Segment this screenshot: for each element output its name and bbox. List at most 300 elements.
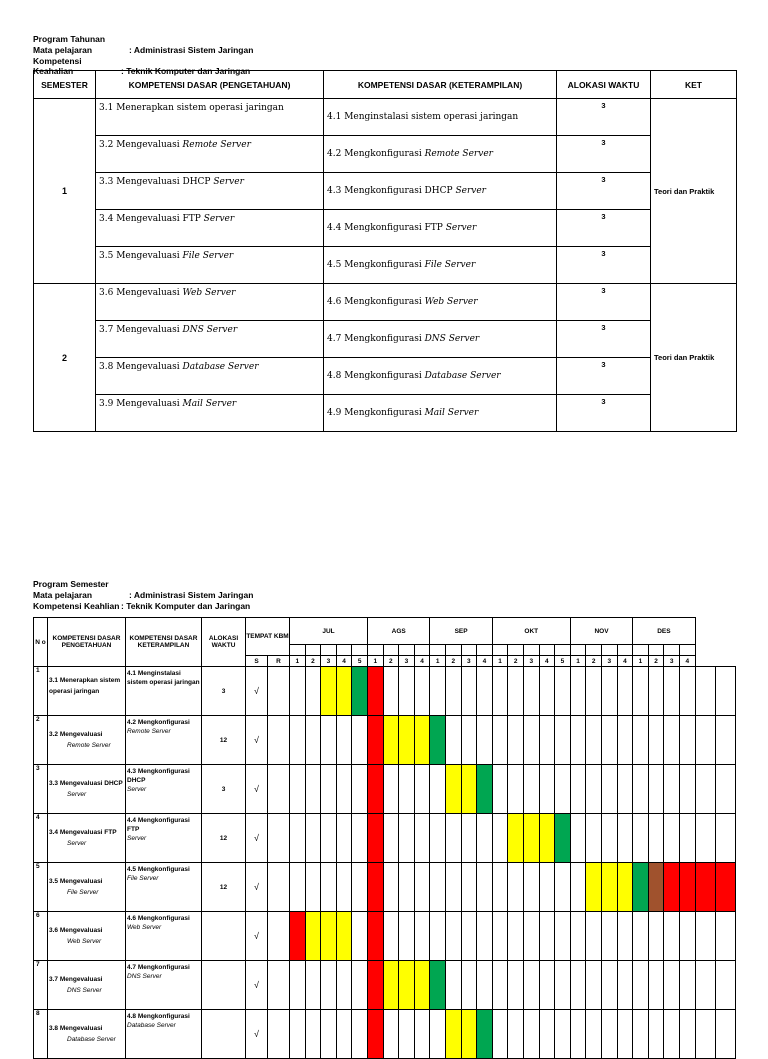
week-cell bbox=[305, 716, 321, 765]
week-cell bbox=[523, 667, 539, 716]
week-spacer bbox=[477, 645, 493, 656]
kd-italic: DNS Server bbox=[67, 987, 102, 994]
week-number: 1 bbox=[367, 656, 383, 667]
week-cell bbox=[586, 961, 602, 1010]
week-cell bbox=[321, 765, 337, 814]
week-cell bbox=[664, 765, 680, 814]
week-cell bbox=[715, 961, 735, 1010]
week-cell bbox=[715, 814, 735, 863]
alokasi-value: 12 bbox=[202, 716, 246, 765]
week-cell bbox=[414, 863, 430, 912]
month-header: SEP bbox=[430, 618, 492, 645]
annual-row bbox=[34, 247, 737, 284]
kd-number: 3.4 bbox=[49, 829, 59, 836]
week-cell bbox=[305, 667, 321, 716]
week-cell bbox=[523, 912, 539, 961]
kd-keterampilan-cell bbox=[324, 99, 557, 136]
week-number: 3 bbox=[399, 656, 415, 667]
tempat-r-cell bbox=[268, 667, 290, 716]
week-cell bbox=[445, 716, 461, 765]
kd-italic: Remote Server bbox=[182, 140, 251, 150]
kd-text: Mengevaluasi DHCP bbox=[59, 780, 123, 787]
week-cell bbox=[648, 716, 664, 765]
week-cell bbox=[523, 863, 539, 912]
week-cell bbox=[679, 667, 695, 716]
week-cell bbox=[336, 863, 352, 912]
week-cell bbox=[555, 765, 571, 814]
ket-value: Teori dan Praktik bbox=[651, 284, 737, 432]
kd-keterampilan-cell bbox=[324, 247, 557, 284]
week-cell bbox=[477, 814, 493, 863]
week-cell bbox=[539, 716, 555, 765]
kt-italic: Mail Server bbox=[424, 408, 479, 418]
kt-number: 4.2 bbox=[327, 149, 342, 159]
week-cell bbox=[445, 961, 461, 1010]
semester-subject-value: : Administrasi Sistem Jaringan bbox=[129, 590, 254, 600]
week-cell bbox=[648, 667, 664, 716]
kd-keterampilan-cell bbox=[324, 173, 557, 210]
week-spacer bbox=[336, 645, 352, 656]
week-cell bbox=[679, 961, 695, 1010]
week-cell bbox=[679, 765, 695, 814]
kd-pengetahuan-cell bbox=[96, 358, 324, 395]
month-header: OKT bbox=[492, 618, 570, 645]
kd-keterampilan-cell bbox=[126, 1010, 202, 1059]
week-number: 3 bbox=[523, 656, 539, 667]
sem-header-kd: KOMPETENSI DASAR PENGETAHUAN bbox=[48, 618, 126, 667]
week-cell bbox=[539, 961, 555, 1010]
tempat-check: √ bbox=[246, 667, 268, 716]
tempat-check: √ bbox=[246, 765, 268, 814]
kd-italic: File Server bbox=[182, 251, 234, 261]
kd-italic: Server bbox=[67, 840, 87, 847]
kd-pengetahuan-cell bbox=[96, 321, 324, 358]
header-semester: SEMESTER bbox=[34, 71, 96, 99]
kt-number: 4.8 bbox=[327, 371, 342, 381]
kt-number: 4.3 bbox=[327, 186, 342, 196]
week-number: 2 bbox=[508, 656, 524, 667]
row-number: 3 bbox=[34, 765, 48, 814]
alokasi-value: 12 bbox=[202, 863, 246, 912]
week-spacer bbox=[492, 645, 508, 656]
week-cell bbox=[648, 912, 664, 961]
kd-pengetahuan-cell bbox=[48, 667, 126, 716]
week-cell bbox=[352, 863, 368, 912]
kd-pengetahuan-cell bbox=[96, 247, 324, 284]
week-cell bbox=[492, 961, 508, 1010]
week-cell bbox=[336, 961, 352, 1010]
tempat-check: √ bbox=[246, 814, 268, 863]
week-number: 1 bbox=[633, 656, 649, 667]
kd-keterampilan-cell bbox=[126, 765, 202, 814]
week-cell bbox=[461, 1010, 477, 1059]
annual-row bbox=[34, 395, 737, 432]
week-cell bbox=[399, 814, 415, 863]
kt-italic: File Server bbox=[424, 260, 476, 270]
week-cell bbox=[679, 1010, 695, 1059]
week-cell bbox=[648, 765, 664, 814]
kt-text: Mengkonfigurasi FTP bbox=[344, 223, 443, 233]
week-cell bbox=[430, 667, 446, 716]
kt-text: 4.8 Mengkonfigurasi bbox=[127, 1013, 190, 1020]
sem-header-kt: KOMPETENSI DASAR KETERAMPILAN bbox=[126, 618, 202, 667]
week-cell bbox=[664, 814, 680, 863]
week-cell bbox=[290, 1010, 306, 1059]
annual-title: Program Tahunan bbox=[33, 34, 106, 44]
week-cell bbox=[570, 912, 586, 961]
week-cell bbox=[633, 765, 649, 814]
alokasi-value: 3 bbox=[557, 173, 651, 210]
kd-pengetahuan-cell bbox=[96, 284, 324, 321]
week-cell bbox=[648, 863, 664, 912]
alokasi-value: 3 bbox=[557, 247, 651, 284]
week-cell bbox=[617, 716, 633, 765]
week-cell bbox=[695, 1010, 715, 1059]
week-spacer bbox=[633, 645, 649, 656]
kd-italic: Database Server bbox=[67, 1036, 116, 1043]
week-cell bbox=[477, 667, 493, 716]
week-cell bbox=[617, 961, 633, 1010]
week-cell bbox=[508, 912, 524, 961]
week-spacer bbox=[399, 645, 415, 656]
semester-number: 2 bbox=[34, 284, 96, 432]
week-cell bbox=[305, 814, 321, 863]
kd-pengetahuan-cell bbox=[48, 863, 126, 912]
annual-row bbox=[34, 321, 737, 358]
kt-italic: File Server bbox=[127, 875, 159, 882]
tempat-r-cell bbox=[268, 814, 290, 863]
annual-subject-label: Mata pelajaran bbox=[33, 45, 93, 55]
kd-pengetahuan-cell bbox=[48, 1010, 126, 1059]
week-spacer bbox=[523, 645, 539, 656]
annual-subject-value: : Administrasi Sistem Jaringan bbox=[129, 45, 254, 55]
week-cell bbox=[633, 912, 649, 961]
week-cell bbox=[523, 1010, 539, 1059]
week-cell bbox=[539, 1010, 555, 1059]
week-cell bbox=[430, 912, 446, 961]
week-cell bbox=[461, 667, 477, 716]
week-cell bbox=[648, 1010, 664, 1059]
kd-text: Mengevaluasi DHCP bbox=[116, 177, 211, 187]
month-header: JUL bbox=[290, 618, 368, 645]
schedule-row bbox=[34, 765, 736, 814]
week-number: 2 bbox=[648, 656, 664, 667]
kd-text: Mengevaluasi bbox=[116, 140, 180, 150]
week-cell bbox=[679, 912, 695, 961]
week-cell bbox=[367, 961, 383, 1010]
week-cell bbox=[633, 961, 649, 1010]
week-cell bbox=[305, 961, 321, 1010]
week-cell bbox=[523, 716, 539, 765]
week-cell bbox=[715, 765, 735, 814]
week-cell bbox=[399, 863, 415, 912]
week-number: 4 bbox=[679, 656, 695, 667]
week-cell bbox=[664, 863, 680, 912]
week-cell bbox=[664, 667, 680, 716]
annual-program-table bbox=[33, 70, 737, 432]
week-cell bbox=[715, 912, 735, 961]
week-cell bbox=[477, 1010, 493, 1059]
kd-text: Mengevaluasi bbox=[59, 927, 103, 934]
week-cell bbox=[695, 961, 715, 1010]
week-cell bbox=[492, 765, 508, 814]
kd-number: 3.8 bbox=[49, 1025, 59, 1032]
schedule-row bbox=[34, 667, 736, 716]
week-number: 4 bbox=[336, 656, 352, 667]
week-cell bbox=[414, 814, 430, 863]
row-number: 8 bbox=[34, 1010, 48, 1059]
row-number: 4 bbox=[34, 814, 48, 863]
week-cell bbox=[290, 961, 306, 1010]
kd-keterampilan-cell bbox=[324, 284, 557, 321]
week-cell bbox=[383, 814, 399, 863]
week-cell bbox=[617, 1010, 633, 1059]
week-cell bbox=[508, 1010, 524, 1059]
week-spacer bbox=[586, 645, 602, 656]
week-cell bbox=[321, 667, 337, 716]
week-cell bbox=[633, 814, 649, 863]
semester-subject bbox=[33, 590, 253, 600]
week-cell bbox=[555, 961, 571, 1010]
week-cell bbox=[570, 863, 586, 912]
week-number: 2 bbox=[586, 656, 602, 667]
alokasi-value: 12 bbox=[202, 814, 246, 863]
week-cell bbox=[508, 961, 524, 1010]
week-cell bbox=[461, 814, 477, 863]
kd-keterampilan-cell bbox=[324, 136, 557, 173]
sem-header-no: N o bbox=[34, 618, 48, 667]
week-cell bbox=[648, 814, 664, 863]
alokasi-value: 3 bbox=[202, 765, 246, 814]
annual-row bbox=[34, 284, 737, 321]
month-header: DES bbox=[633, 618, 695, 645]
week-cell bbox=[383, 667, 399, 716]
week-cell bbox=[695, 716, 715, 765]
alokasi-value bbox=[202, 1010, 246, 1059]
kt-italic: DNS Server bbox=[424, 334, 480, 344]
kt-italic: Remote Server bbox=[127, 728, 171, 735]
week-cell bbox=[445, 814, 461, 863]
kd-text: Menerapkan sistem operasi jaringan bbox=[49, 676, 121, 695]
tempat-r-cell bbox=[268, 863, 290, 912]
week-cell bbox=[290, 863, 306, 912]
week-cell bbox=[492, 814, 508, 863]
kd-number: 3.7 bbox=[49, 976, 59, 983]
kd-text: Mengevaluasi bbox=[59, 878, 103, 885]
kt-text: Menginstalasi sistem operasi jaringan bbox=[344, 112, 519, 122]
week-cell bbox=[555, 667, 571, 716]
week-cell bbox=[633, 1010, 649, 1059]
kt-text: 4.2 Mengkonfigurasi bbox=[127, 719, 190, 726]
week-number: 4 bbox=[477, 656, 493, 667]
kt-text: Mengkonfigurasi bbox=[344, 260, 422, 270]
week-number: 4 bbox=[414, 656, 430, 667]
kd-keterampilan-cell bbox=[126, 667, 202, 716]
kd-text: Mengevaluasi bbox=[116, 325, 180, 335]
week-cell bbox=[336, 667, 352, 716]
week-cell bbox=[321, 912, 337, 961]
week-cell bbox=[290, 716, 306, 765]
week-cell bbox=[695, 863, 715, 912]
week-number: 3 bbox=[461, 656, 477, 667]
kd-number: 3.3 bbox=[49, 780, 59, 787]
semester-competency bbox=[33, 601, 250, 611]
week-cell bbox=[383, 765, 399, 814]
week-cell bbox=[586, 863, 602, 912]
alokasi-value bbox=[202, 912, 246, 961]
kd-number: 3.7 bbox=[99, 325, 114, 335]
week-cell bbox=[633, 716, 649, 765]
week-cell bbox=[383, 1010, 399, 1059]
week-cell bbox=[414, 1010, 430, 1059]
row-number: 5 bbox=[34, 863, 48, 912]
week-cell bbox=[664, 912, 680, 961]
week-cell bbox=[570, 814, 586, 863]
week-cell bbox=[367, 716, 383, 765]
week-spacer bbox=[570, 645, 586, 656]
week-cell bbox=[539, 814, 555, 863]
week-cell bbox=[570, 961, 586, 1010]
week-number: 1 bbox=[290, 656, 306, 667]
week-cell bbox=[445, 912, 461, 961]
tempat-r-cell bbox=[268, 1010, 290, 1059]
kd-pengetahuan-cell bbox=[96, 210, 324, 247]
kt-italic: Remote Server bbox=[424, 149, 493, 159]
kd-number: 3.6 bbox=[49, 927, 59, 934]
week-cell bbox=[290, 912, 306, 961]
kt-text: Mengkonfigurasi DHCP bbox=[344, 186, 453, 196]
kd-italic: Server bbox=[213, 177, 244, 187]
week-cell bbox=[414, 667, 430, 716]
header-row bbox=[34, 618, 736, 645]
week-cell bbox=[570, 1010, 586, 1059]
week-cell bbox=[414, 765, 430, 814]
annual-row bbox=[34, 210, 737, 247]
semester-program-table bbox=[33, 617, 736, 1059]
kd-pengetahuan-cell bbox=[48, 765, 126, 814]
week-cell bbox=[477, 912, 493, 961]
week-cell bbox=[555, 912, 571, 961]
row-number: 7 bbox=[34, 961, 48, 1010]
week-spacer bbox=[601, 645, 617, 656]
week-number: 3 bbox=[664, 656, 680, 667]
kt-italic: Server bbox=[455, 186, 486, 196]
week-number: 4 bbox=[617, 656, 633, 667]
kd-number: 3.3 bbox=[99, 177, 114, 187]
week-cell bbox=[715, 667, 735, 716]
week-cell bbox=[367, 863, 383, 912]
kd-pengetahuan-cell bbox=[48, 961, 126, 1010]
sem-header-alokasi: ALOKASI WAKTU bbox=[202, 618, 246, 667]
alokasi-value: 3 bbox=[557, 284, 651, 321]
kd-text: Mengevaluasi bbox=[116, 251, 180, 261]
week-spacer bbox=[555, 645, 571, 656]
week-cell bbox=[321, 716, 337, 765]
week-cell bbox=[715, 1010, 735, 1059]
kd-italic: Database Server bbox=[182, 362, 259, 372]
week-cell bbox=[664, 961, 680, 1010]
week-cell bbox=[430, 765, 446, 814]
week-cell bbox=[523, 765, 539, 814]
week-cell bbox=[383, 961, 399, 1010]
week-cell bbox=[648, 961, 664, 1010]
week-cell bbox=[679, 716, 695, 765]
week-number: 4 bbox=[539, 656, 555, 667]
header-kd-keterampilan: KOMPETENSI DASAR (KETERAMPILAN) bbox=[324, 71, 557, 99]
week-cell bbox=[336, 716, 352, 765]
week-cell bbox=[617, 863, 633, 912]
week-cell bbox=[352, 716, 368, 765]
week-cell bbox=[555, 863, 571, 912]
kd-keterampilan-cell bbox=[126, 961, 202, 1010]
sem-header-s: S bbox=[246, 656, 268, 667]
annual-subject bbox=[33, 45, 253, 55]
week-cell bbox=[664, 716, 680, 765]
alokasi-value bbox=[202, 961, 246, 1010]
schedule-row bbox=[34, 814, 736, 863]
kd-italic: Server bbox=[203, 214, 235, 224]
annual-row bbox=[34, 136, 737, 173]
kd-text: Mengevaluasi bbox=[116, 288, 180, 298]
kd-pengetahuan-cell bbox=[48, 912, 126, 961]
semester-competency-value: : Teknik Komputer dan Jaringan bbox=[121, 601, 251, 611]
annual-row bbox=[34, 99, 737, 136]
kt-number: 4.5 bbox=[327, 260, 342, 270]
week-spacer bbox=[383, 645, 399, 656]
alokasi-value: 3 bbox=[557, 358, 651, 395]
kt-text: 4.1 Menginstalasi sistem operasi jaringan bbox=[127, 670, 200, 686]
week-cell bbox=[367, 667, 383, 716]
kt-number: 4.6 bbox=[327, 297, 342, 307]
week-cell bbox=[508, 814, 524, 863]
kd-italic: Server bbox=[67, 791, 87, 798]
week-cell bbox=[601, 716, 617, 765]
kt-text: 4.4 Mengkonfigurasi FTP bbox=[127, 817, 190, 833]
kd-italic: Remote Server bbox=[67, 742, 111, 749]
kd-number: 3.5 bbox=[99, 251, 114, 261]
week-cell bbox=[539, 863, 555, 912]
week-cell bbox=[477, 863, 493, 912]
kt-text: Mengkonfigurasi bbox=[344, 149, 422, 159]
week-cell bbox=[321, 814, 337, 863]
week-cell bbox=[664, 1010, 680, 1059]
week-cell bbox=[414, 716, 430, 765]
week-spacer bbox=[461, 645, 477, 656]
kd-pengetahuan-cell bbox=[96, 395, 324, 432]
week-cell bbox=[461, 716, 477, 765]
week-cell bbox=[352, 912, 368, 961]
week-cell bbox=[492, 1010, 508, 1059]
week-cell bbox=[445, 765, 461, 814]
week-cell bbox=[695, 667, 715, 716]
week-cell bbox=[601, 765, 617, 814]
week-cell bbox=[367, 1010, 383, 1059]
week-spacer bbox=[321, 645, 337, 656]
week-cell bbox=[508, 716, 524, 765]
row-number: 6 bbox=[34, 912, 48, 961]
week-cell bbox=[445, 667, 461, 716]
kd-keterampilan-cell bbox=[126, 912, 202, 961]
kt-text: 4.3 Mengkonfigurasi DHCP bbox=[127, 768, 190, 784]
week-spacer bbox=[648, 645, 664, 656]
week-cell bbox=[367, 765, 383, 814]
kd-number: 3.9 bbox=[99, 399, 114, 409]
week-cell bbox=[290, 814, 306, 863]
tempat-r-cell bbox=[268, 961, 290, 1010]
kd-number: 3.8 bbox=[99, 362, 114, 372]
kt-text: 4.5 Mengkonfigurasi bbox=[127, 866, 190, 873]
week-cell bbox=[461, 912, 477, 961]
